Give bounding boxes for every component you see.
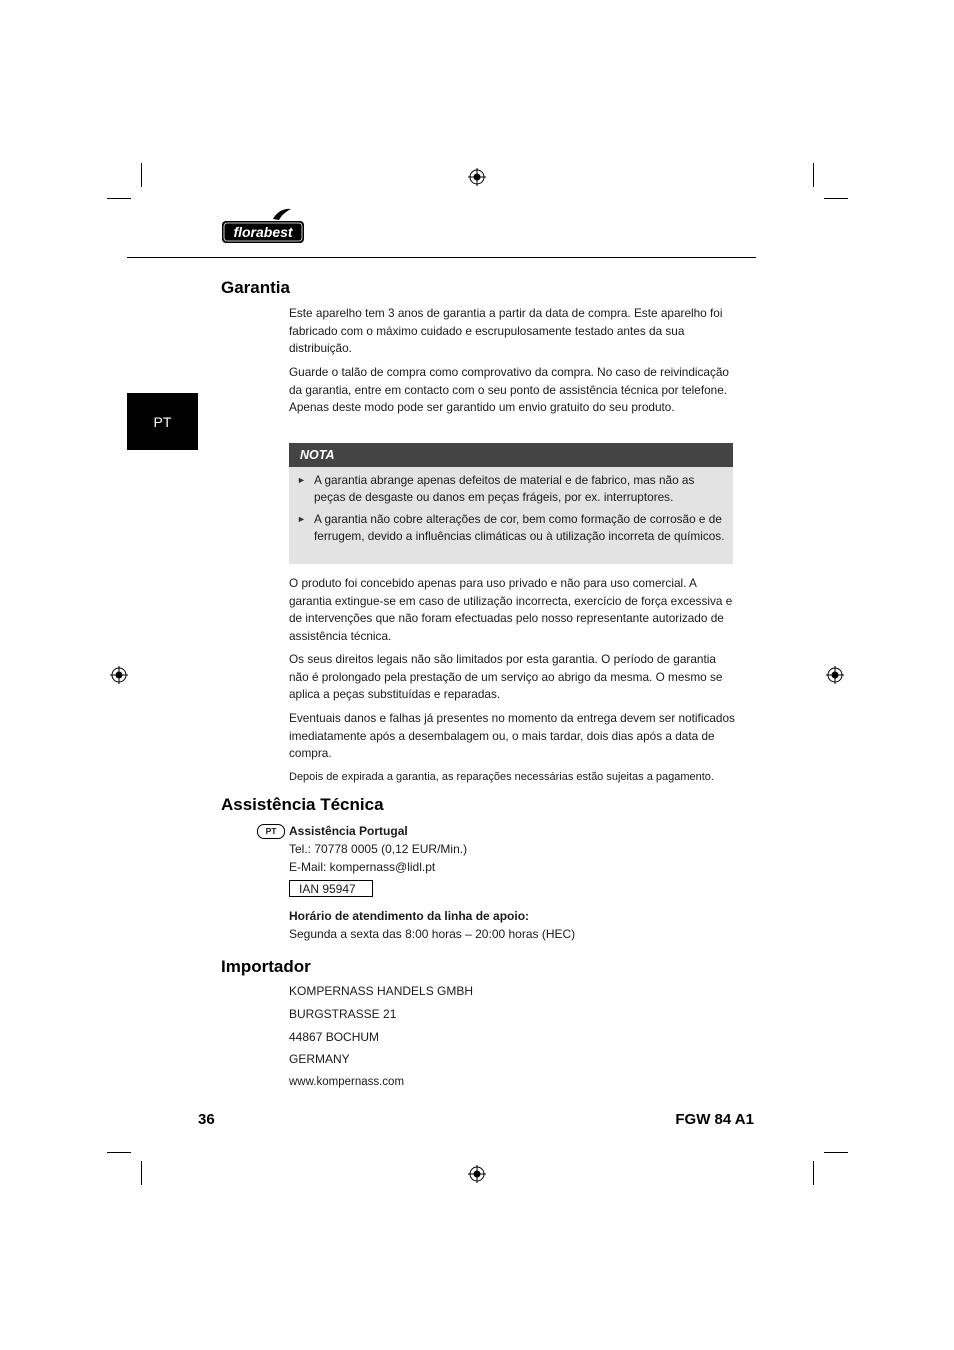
paragraph: O produto foi concebido apenas para uso privado e não para uso comercial. A garantia extingue-se em caso de utilização incorrecta, exercício de força excessiva e de intervenções que não foram efectuadas pelo nosso representante autorizado de assistência técnica. bbox=[289, 576, 733, 643]
service-phone: Tel.: 70778 0005 (0,12 EUR/Min.) bbox=[289, 842, 468, 856]
registration-mark-icon bbox=[826, 666, 844, 684]
note-title: NOTA bbox=[289, 443, 733, 467]
paragraph: Eventuais danos e falhas já presentes no momento da entrega devem ser notificados imediatamente após a desembalagem ou, o mais tardar, dois dias após a data de compra. bbox=[289, 711, 735, 760]
registration-mark-icon bbox=[468, 168, 486, 186]
arrow-bullet-icon: ► bbox=[297, 514, 306, 524]
model-number: FGW 84 A1 bbox=[675, 1111, 754, 1128]
page-number: 36 bbox=[198, 1111, 215, 1128]
crop-mark bbox=[141, 1161, 142, 1185]
crop-mark bbox=[141, 163, 142, 187]
hours-text: Segunda a sexta das 8:00 horas – 20:00 horas (HEC) bbox=[289, 927, 576, 941]
crop-mark bbox=[813, 163, 814, 187]
importer-line: 44867 BOCHUM bbox=[289, 1030, 380, 1044]
note-item: ► A garantia abrange apenas defeitos de material e de fabrico, mas não as peças de desgaste ou danos em peças frágeis, por ex. interruptores. bbox=[297, 473, 695, 504]
registration-mark-icon bbox=[110, 666, 128, 684]
country-badge: PT bbox=[257, 824, 285, 839]
crop-mark bbox=[107, 1152, 131, 1153]
hours-label: Horário de atendimento da linha de apoio: bbox=[289, 909, 530, 923]
section-heading-importador: Importador bbox=[221, 957, 311, 976]
service-email: E-Mail: kompernass@lidl.pt bbox=[289, 860, 436, 874]
section-heading-assistencia: Assistência Técnica bbox=[221, 795, 384, 814]
note-item: ► A garantia não cobre alterações de cor, bem como formação de corrosão e de ferrugem, devido a influências climáticas ou à utilização incorreta de químicos. bbox=[297, 512, 725, 543]
crop-mark bbox=[813, 1161, 814, 1185]
importer-line: KOMPERNASS HANDELS GMBH bbox=[289, 984, 474, 998]
language-tab: PT bbox=[127, 393, 198, 450]
header-rule bbox=[127, 257, 756, 258]
registration-mark-icon bbox=[468, 1165, 486, 1183]
arrow-bullet-icon: ► bbox=[297, 475, 306, 485]
crop-mark bbox=[824, 1152, 848, 1153]
importer-website: www.kompernass.com bbox=[289, 1076, 405, 1088]
paragraph: Este aparelho tem 3 anos de garantia a partir da data de compra. Este aparelho foi fabricado com o máximo cuidado e escrupulosamente testado antes da sua distribuição. bbox=[289, 306, 723, 355]
paragraph: Guarde o talão de compra como comprovativo da compra. No caso de reivindicação da garantia, entre em contacto com o seu ponto de assistência técnica por telefone. Apenas deste modo pode ser garantido um envio gratuito do seu produto. bbox=[289, 365, 729, 414]
florabest-logo bbox=[221, 207, 305, 245]
section-heading-garantia: Garantia bbox=[221, 278, 290, 297]
paragraph: Os seus direitos legais não são limitados por esta garantia. O período de garantia não é prolongado pela prestação de um serviço ao abrigo da mesma. O mesmo se aplica a peças substituídas e reparadas. bbox=[289, 652, 723, 701]
note-box bbox=[289, 443, 733, 564]
ian-number-box: IAN 95947 bbox=[289, 880, 373, 897]
crop-mark bbox=[824, 198, 848, 199]
svg-text:florabest: florabest bbox=[233, 224, 293, 240]
crop-mark bbox=[107, 198, 131, 199]
service-name: Assistência Portugal bbox=[289, 824, 408, 838]
paragraph: Depois de expirada a garantia, as reparações necessárias estão sujeitas a pagamento. bbox=[289, 771, 714, 783]
importer-line: GERMANY bbox=[289, 1052, 350, 1066]
importer-line: BURGSTRASSE 21 bbox=[289, 1007, 397, 1021]
